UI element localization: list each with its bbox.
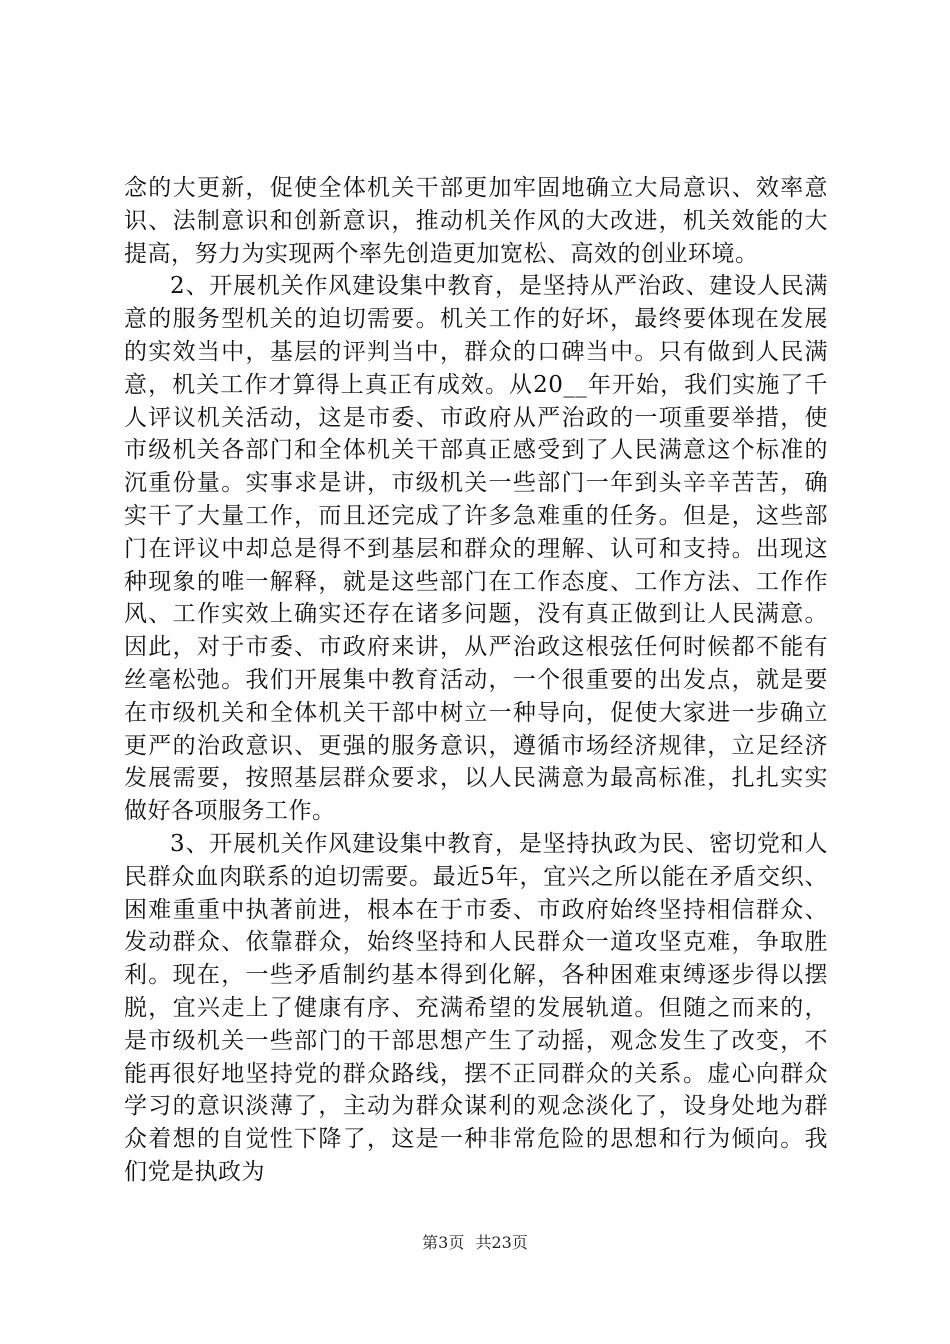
paragraph-continuation: 念的大更新，促使全体机关干部更加牢固地确立大局意识、效率意识、法制意识和创新意识，推动机关作风的大改进，机关效能的大提高，努力为实现两个率先创造更加宽松、高效的创业环境。 (124, 175, 828, 267)
paragraph-3: 3、开展机关作风建设集中教育，是坚持执政为民、密切党和人民群众血肉联系的迫切需要。最近5年，宜兴之所以能在矛盾交织、困难重重中执著前进，根本在于市委、市政府始终坚持相信群众、发动群众、依靠群众，始终坚持和人民群众一道攻坚克难，争取胜利。现在，一些矛盾制约基本得到化解，各种困难束缚逐步得以摆脱，宜兴走上了健康有序、充满希望的发展轨道。但随之而来的，是市级机关一些部门的干部思想产生了动摇，观念发生了改变，不能再很好地坚持党的群众路线，摆不正同群众的关系。虚心向群众学习的意识淡薄了，主动为群众谋利的观念淡化了，设身处地为群众着想的自觉性下降了，这是一种非常危险的思想和行为倾向。我们党是执政为 (124, 830, 828, 1185)
paragraph-2: 2、开展机关作风建设集中教育，是坚持从严治政、建设人民满意的服务型机关的迫切需要。机关工作的好坏，最终要体现在发展的实效当中，基层的评判当中，群众的口碑当中。只有做到人民满意，机关工作才算得上真正有成效。从20__年开始，我们实施了千人评议机关活动，这是市委、市政府从严治政的一项重要举措，使市级机关各部门和全体机关干部真正感受到了人民满意这个标准的沉重份量。实事求是讲，市级机关一些部门一年到头辛辛苦苦，确实干了大量工作，而且还完成了许多急难重的任务。但是，这些部门在评议中却总是得不到基层和群众的理解、认可和支持。出现这种现象的唯一解释，就是这些部门在工作态度、工作方法、工作作风、工作实效上确实还存在诸多问题，没有真正做到让人民满意。因此，对于市委、市政府来讲，从严治政这根弦任何时候都不能有丝毫松弛。我们开展集中教育活动，一个很重要的出发点，就是要在市级机关和全体机关干部中树立一种导向，促使大家进一步确立更严的治政意识、更强的服务意识，遵循市场经济规律，立足经济发展需要，按照基层群众要求，以人民满意为最高标准，扎扎实实做好各项服务工作。 (124, 273, 828, 825)
page-total: 共23页 (475, 1233, 528, 1252)
page-footer (0, 1230, 950, 1253)
page-number: 第3页 (422, 1233, 465, 1252)
document-body (124, 172, 828, 1189)
